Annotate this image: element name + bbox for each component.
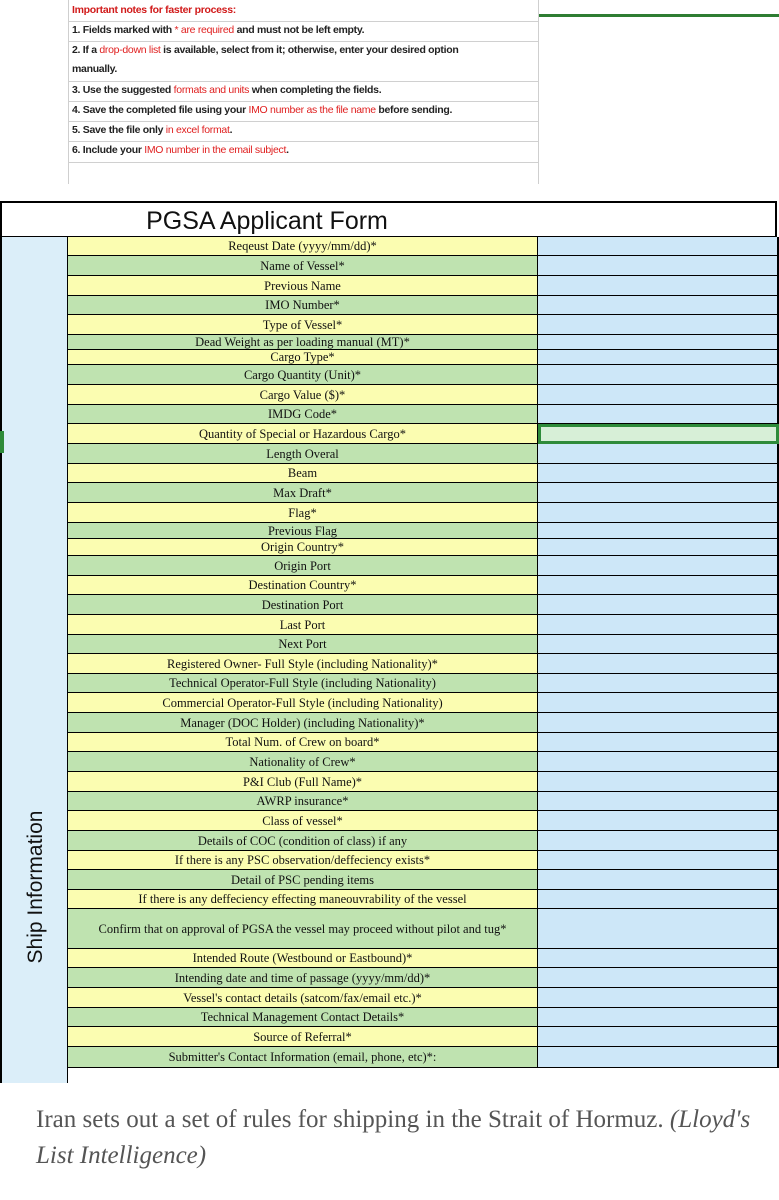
field-label: Beam [68, 464, 538, 483]
field-label: Details of COC (condition of class) if any [68, 831, 538, 851]
form-row [68, 909, 779, 949]
field-input-cell[interactable] [538, 350, 779, 365]
field-input-cell[interactable] [538, 968, 779, 988]
form-row [68, 792, 779, 811]
note-3: 3. Use the suggested formats and units when completing the fields. [72, 84, 382, 96]
field-label: IMO Number* [68, 296, 538, 315]
form-row [68, 1027, 779, 1047]
row-selection-marker [0, 431, 4, 453]
field-input-cell[interactable] [538, 674, 779, 693]
form-row [68, 949, 779, 968]
form-row [68, 595, 779, 615]
field-label: Technical Management Contact Details* [68, 1008, 538, 1027]
form-row [68, 503, 779, 523]
form-title: PGSA Applicant Form [146, 207, 388, 235]
form-title-row [0, 201, 777, 237]
field-label: Total Num. of Crew on board* [68, 733, 538, 752]
form-row [68, 988, 779, 1008]
note-5: 5. Save the file only in excel format. [72, 124, 233, 136]
field-input-cell[interactable] [538, 988, 779, 1008]
form-row [68, 1008, 779, 1027]
form-row [68, 385, 779, 405]
field-input-cell[interactable] [538, 576, 779, 595]
field-input-cell[interactable] [538, 464, 779, 483]
form-row [68, 674, 779, 693]
field-input-cell[interactable] [538, 1047, 779, 1068]
field-input-cell[interactable] [538, 1027, 779, 1047]
field-input-cell[interactable] [538, 949, 779, 968]
field-input-cell[interactable] [538, 635, 779, 654]
form-row [68, 733, 779, 752]
form-row [68, 831, 779, 851]
field-label: Cargo Quantity (Unit)* [68, 365, 538, 385]
field-label: Previous Flag [68, 523, 538, 539]
form-row [68, 851, 779, 870]
field-label: Technical Operator-Full Style (including Nationality) [68, 674, 538, 693]
field-label: Vessel's contact details (satcom/fax/email etc.)* [68, 988, 538, 1008]
form-row [68, 870, 779, 890]
form-row [68, 890, 779, 909]
field-input-cell[interactable] [538, 772, 779, 792]
note-6: 6. Include your IMO number in the email subject. [72, 144, 289, 156]
form-row [68, 693, 779, 713]
form-row [68, 576, 779, 595]
field-input-cell[interactable] [538, 237, 779, 256]
form-row [68, 615, 779, 635]
field-input-cell[interactable] [538, 276, 779, 296]
field-label: Max Draft* [68, 483, 538, 503]
field-input-cell[interactable] [538, 615, 779, 635]
field-label: Intending date and time of passage (yyyy/mm/dd)* [68, 968, 538, 988]
field-input-cell[interactable] [538, 424, 779, 444]
notes-divider [68, 21, 538, 22]
form-row [68, 752, 779, 772]
field-label: Last Port [68, 615, 538, 635]
form-row [68, 405, 779, 424]
field-input-cell[interactable] [538, 890, 779, 909]
field-label: Submitter's Contact Information (email, phone, etc)*: [68, 1047, 538, 1068]
form-row [68, 276, 779, 296]
field-label: Quantity of Special or Hazardous Cargo* [68, 424, 538, 444]
field-input-cell[interactable] [538, 1008, 779, 1027]
form-row [68, 296, 779, 315]
form-row [68, 556, 779, 576]
field-label: Next Port [68, 635, 538, 654]
field-input-cell[interactable] [538, 733, 779, 752]
form-row [68, 635, 779, 654]
field-input-cell[interactable] [538, 556, 779, 576]
form-row [68, 772, 779, 792]
field-input-cell[interactable] [538, 335, 779, 350]
field-label: Manager (DOC Holder) (including Nationality)* [68, 713, 538, 733]
field-input-cell[interactable] [538, 851, 779, 870]
field-label: Commercial Operator-Full Style (including Nationality) [68, 693, 538, 713]
form-row [68, 315, 779, 335]
field-label: P&I Club (Full Name)* [68, 772, 538, 792]
field-label: If there is any deffeciency effecting maneouvrability of the vessel [68, 890, 538, 909]
notes-title: Important notes for faster process: [72, 4, 236, 16]
notes-right-column [538, 0, 779, 184]
field-input-cell[interactable] [538, 365, 779, 385]
field-input-cell[interactable] [538, 752, 779, 772]
field-input-cell[interactable] [538, 693, 779, 713]
form-row [68, 539, 779, 556]
field-input-cell[interactable] [538, 870, 779, 890]
field-input-cell[interactable] [538, 831, 779, 851]
form-row [68, 424, 779, 444]
note-2-continued: manually. [72, 63, 117, 75]
field-label: Previous Name [68, 276, 538, 296]
field-label: Destination Port [68, 595, 538, 615]
field-input-cell[interactable] [538, 444, 779, 464]
field-input-cell[interactable] [538, 315, 779, 335]
notes-divider [68, 81, 538, 82]
field-input-cell[interactable] [538, 385, 779, 405]
field-label: Name of Vessel* [68, 256, 538, 276]
form-row [68, 483, 779, 503]
field-label: Dead Weight as per loading manual (MT)* [68, 335, 538, 350]
form-row [68, 365, 779, 385]
form-row [68, 256, 779, 276]
caption-credit: (Lloyd's List Intelligence) [36, 1106, 751, 1169]
section-column [0, 237, 68, 1083]
notes-divider [68, 101, 538, 102]
form-row [68, 968, 779, 988]
field-label: Confirm that on approval of PGSA the vessel may proceed without pilot and tug* [68, 909, 538, 949]
field-label: Type of Vessel* [68, 315, 538, 335]
field-label: Registered Owner- Full Style (including Nationality)* [68, 654, 538, 674]
field-label: Nationality of Crew* [68, 752, 538, 772]
notes-left-column [0, 0, 69, 184]
field-input-cell[interactable] [538, 256, 779, 276]
notes-divider [68, 121, 538, 122]
field-input-cell[interactable] [538, 713, 779, 733]
notes-divider [68, 41, 538, 42]
field-label: Intended Route (Westbound or Eastbound)* [68, 949, 538, 968]
field-label: Detail of PSC pending items [68, 870, 538, 890]
field-label: Class of vessel* [68, 811, 538, 831]
field-label: Cargo Value ($)* [68, 385, 538, 405]
field-label: Source of Referral* [68, 1027, 538, 1047]
field-input-cell[interactable] [538, 405, 779, 424]
image-caption [36, 1102, 756, 1174]
form-row [68, 350, 779, 365]
form-row [68, 811, 779, 831]
form-row [68, 713, 779, 733]
important-notes [68, 0, 538, 184]
field-label: If there is any PSC observation/deffeciency exists* [68, 851, 538, 870]
field-label: Origin Country* [68, 539, 538, 556]
form-row [68, 654, 779, 674]
field-label: Reqeust Date (yyyy/mm/dd)* [68, 237, 538, 256]
form-row [68, 335, 779, 350]
field-input-cell[interactable] [538, 811, 779, 831]
form-rows [68, 237, 779, 1068]
field-input-cell[interactable] [538, 909, 779, 949]
note-2: 2. If a drop-down list is available, select from it; otherwise, enter your desired option [72, 44, 459, 56]
field-input-cell[interactable] [538, 539, 779, 556]
field-label: Cargo Type* [68, 350, 538, 365]
field-input-cell[interactable] [538, 654, 779, 674]
field-label: Origin Port [68, 556, 538, 576]
form-row [68, 237, 779, 256]
field-input-cell[interactable] [538, 595, 779, 615]
field-label: Destination Country* [68, 576, 538, 595]
field-input-cell[interactable] [538, 792, 779, 811]
caption-text: Iran sets out a set of rules for shipping in the Strait of Hormuz. [36, 1106, 670, 1133]
notes-divider [68, 162, 538, 163]
cell-selection-border [539, 14, 779, 17]
field-input-cell[interactable] [538, 296, 779, 315]
form-row [68, 523, 779, 539]
form-row [68, 464, 779, 483]
notes-divider [68, 141, 538, 142]
field-input-cell[interactable] [538, 503, 779, 523]
section-label: Ship Information [24, 810, 47, 964]
note-4: 4. Save the completed file using your IMO number as the file name before sending. [72, 104, 453, 116]
field-label: AWRP insurance* [68, 792, 538, 811]
field-label: Flag* [68, 503, 538, 523]
field-label: IMDG Code* [68, 405, 538, 424]
field-input-cell[interactable] [538, 523, 779, 539]
form-row [68, 1047, 779, 1068]
field-label: Length Overal [68, 444, 538, 464]
note-1: 1. Fields marked with * are required and must not be left empty. [72, 24, 365, 36]
form-row [68, 444, 779, 464]
field-input-cell[interactable] [538, 483, 779, 503]
